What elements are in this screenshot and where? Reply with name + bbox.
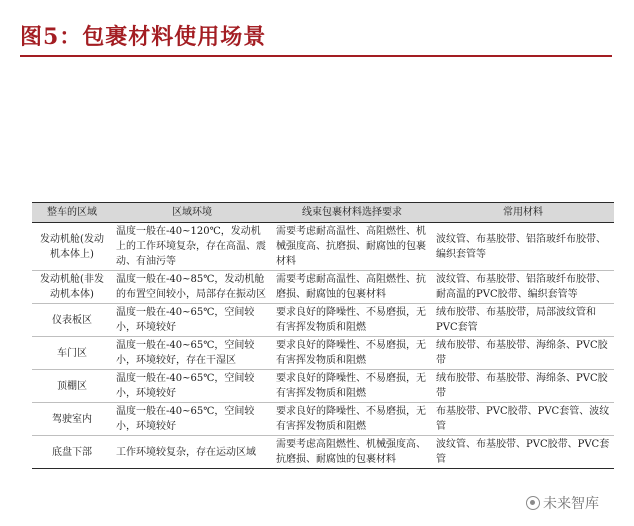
cell-environment: 温度一般在-40~85℃，发动机舱的布置空间较小，局部存在振动区 [112, 271, 272, 304]
figure-title: 图5：包裹材料使用场景 [20, 24, 267, 50]
cell-zone: 车门区 [32, 337, 112, 370]
cell-zone: 顶棚区 [32, 370, 112, 403]
cell-requirements: 要求良好的降噪性、不易磨损，无有害挥发物质和阻燃 [272, 403, 432, 436]
table-row [32, 370, 614, 403]
cell-materials: 绒布胶带、布基胶带，局部波纹管和PVC套管 [432, 304, 614, 337]
weibo-logo-icon [526, 496, 540, 510]
cell-zone: 发动机舱(非发动机本体) [32, 271, 112, 304]
watermark-text: 未来智库 [543, 496, 599, 512]
table-row [32, 403, 614, 436]
cell-environment: 温度一般在-40~65℃，空间较小，环境较好 [112, 304, 272, 337]
cell-environment: 温度一般在-40~65℃，空间较小，环境较好 [112, 403, 272, 436]
header-environment: 区域环境 [112, 203, 272, 223]
cell-zone: 驾驶室内 [32, 403, 112, 436]
packaging-materials-table [32, 202, 614, 469]
cell-materials: 绒布胶带、布基胶带、海绵条、PVC胶带 [432, 337, 614, 370]
cell-materials: 波纹管、布基胶带、铝箔玻纤布胶带、编织套管等 [432, 223, 614, 271]
cell-environment: 温度一般在-40~65℃，空间较小，环境较好 [112, 370, 272, 403]
cell-requirements: 要求良好的降噪性、不易磨损，无有害挥发物质和阻燃 [272, 370, 432, 403]
cell-zone: 仪表板区 [32, 304, 112, 337]
cell-requirements: 需要考虑耐高温性、高阻燃性、机械强度高、抗磨损、耐腐蚀的包裹材料 [272, 223, 432, 271]
table-row [32, 271, 614, 304]
cell-materials: 波纹管、布基胶带、铝箔玻纤布胶带、耐高温的PVC胶带、编织套管等 [432, 271, 614, 304]
cell-requirements: 要求良好的降噪性、不易磨损，无有害挥发物质和阻燃 [272, 304, 432, 337]
table-row [32, 304, 614, 337]
cell-materials: 布基胶带、PVC胶带、PVC套管、波纹管 [432, 403, 614, 436]
cell-environment: 温度一般在-40~65℃，空间较小，环境较好，存在干湿区 [112, 337, 272, 370]
cell-materials: 波纹管、布基胶带、PVC胶带、PVC套管 [432, 436, 614, 469]
table-row [32, 436, 614, 469]
cell-zone: 底盘下部 [32, 436, 112, 469]
title-divider [20, 55, 612, 57]
header-requirements: 线束包裹材料选择要求 [272, 203, 432, 223]
cell-requirements: 需要考虑耐高温性、高阻燃性、抗磨损、耐腐蚀的包裹材料 [272, 271, 432, 304]
cell-environment: 温度一般在-40~120℃，发动机上的工作环境复杂，存在高温、震动、有油污等 [112, 223, 272, 271]
table-header-row [32, 203, 614, 223]
header-materials: 常用材料 [432, 203, 614, 223]
cell-materials: 绒布胶带、布基胶带、海绵条、PVC胶带 [432, 370, 614, 403]
table-row [32, 223, 614, 271]
header-zone: 整车的区域 [32, 203, 112, 223]
cell-environment: 工作环境较复杂，存在运动区域 [112, 436, 272, 469]
cell-requirements: 要求良好的降噪性、不易磨损，无有害挥发物质和阻燃 [272, 337, 432, 370]
table-row [32, 337, 614, 370]
cell-requirements: 需要考虑高阻燃性、机械强度高、抗磨损、耐腐蚀的包裹材料 [272, 436, 432, 469]
source-watermark [526, 493, 599, 513]
cell-zone: 发动机舱(发动机本体上) [32, 223, 112, 271]
